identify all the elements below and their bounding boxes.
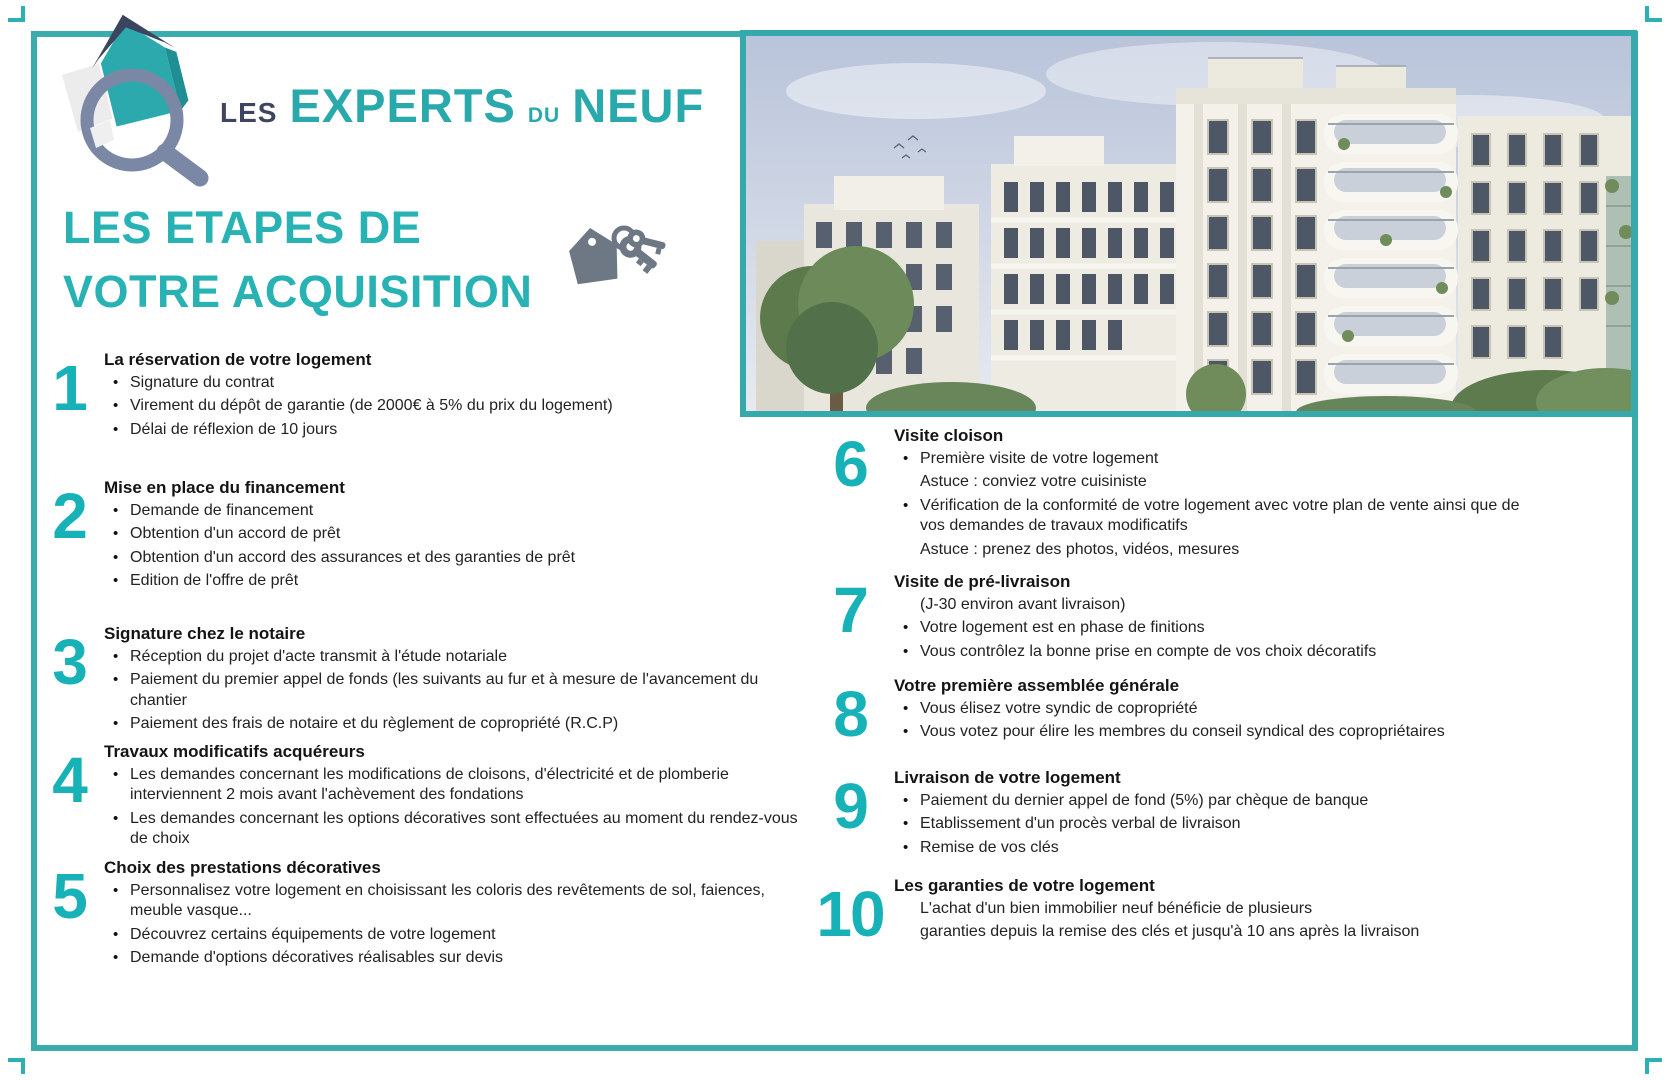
bullet-icon: • (903, 838, 909, 856)
building-photo (740, 30, 1637, 417)
step-bullet-item (104, 714, 804, 734)
step-bullet-item (104, 809, 804, 850)
step-item-text: Remise de vos clés (920, 838, 1059, 856)
step-heading: Visite cloison (894, 426, 1004, 445)
bullet-icon: • (113, 525, 119, 543)
step-item-text: Signature du contrat (130, 374, 275, 391)
step-note-item (894, 472, 1526, 492)
step-item-text: Virement du dépôt de garantie (de 2000€ à 5% du prix du logement) (130, 397, 613, 415)
bullet-icon: • (113, 715, 119, 733)
step-item-text: Découvrez certains équipements de votre logement (130, 925, 496, 943)
step-number: 1 (52, 352, 86, 424)
step-heading: Travaux modificatifs acquéreurs (104, 742, 365, 761)
bullet-icon: • (903, 815, 909, 833)
step-bullet-item (894, 699, 1526, 719)
page-title-line1: LES ETAPES DE (63, 202, 422, 253)
step-number: 4 (52, 744, 86, 816)
step-bullet-item (894, 722, 1526, 742)
step-bullet-item (104, 765, 804, 806)
step-item-text: Les demandes concernant les modifications de cloisons, d'électricité et de plomberie interviennent 2 mois avant l'achèvement des fondations (130, 766, 729, 804)
step-bullet-item (894, 791, 1526, 811)
bullet-icon: • (113, 766, 119, 783)
corner-bracket-top-right (1645, 6, 1662, 22)
step-heading: Choix des prestations décoratives (104, 858, 381, 877)
step-4 (40, 742, 804, 853)
step-1 (40, 350, 804, 443)
step-item-text: Personnalisez votre logement en choisissant les coloris des revêtements de sol, faiences, meuble vasque... (130, 882, 765, 920)
step-item-text: Etablissement d'un procès verbal de livraison (920, 815, 1241, 833)
step-item-text: Vous votez pour élire les membres du conseil syndical des copropriétaires (920, 723, 1445, 741)
step-bullet-item (104, 396, 804, 416)
house-in-magnifying-glass-icon (52, 0, 222, 190)
step-bullet-item (104, 670, 804, 711)
step-bullet-item (104, 501, 804, 521)
bullet-icon: • (903, 642, 909, 660)
brand-wordmark (220, 78, 704, 133)
keys-with-house-keychain-icon (558, 218, 676, 298)
bullet-icon: • (113, 949, 119, 967)
bullet-icon: • (113, 882, 119, 899)
step-number: 5 (52, 860, 86, 932)
step-5 (40, 858, 804, 972)
step-item-text: Obtention d'un accord des assurances et des garanties de prêt (130, 548, 576, 566)
step-number: 9 (833, 770, 867, 842)
step-item-text: Edition de l'offre de prêt (130, 572, 299, 590)
step-10 (812, 876, 1526, 950)
step-bullet-item (104, 925, 804, 945)
step-number: 6 (833, 428, 867, 500)
bullet-icon: • (903, 792, 909, 809)
step-item-text: Délai de réflexion de 10 jours (130, 420, 338, 438)
bullet-icon: • (113, 572, 119, 590)
bullet-icon: • (113, 671, 119, 689)
step-7 (812, 572, 1526, 665)
step-item-text: Demande de financement (130, 502, 314, 519)
step-item-text: Astuce : conviez votre cuisiniste (920, 473, 1147, 491)
step-8 (812, 676, 1526, 750)
step-item-text: garanties depuis la remise des clés et jusqu'à 10 ans après la livraison (920, 923, 1420, 941)
step-item-text: Première visite de votre logement (920, 450, 1159, 467)
bullet-icon: • (903, 723, 909, 741)
bullet-icon: • (113, 925, 119, 943)
brand-word-neuf: NEUF (572, 79, 705, 132)
step-item-text: Astuce : prenez des photos, vidéos, mesures (920, 540, 1240, 558)
step-bullet-item (104, 373, 804, 393)
step-note-item (894, 595, 1526, 615)
step-bullet-item (894, 618, 1526, 638)
step-item-text: Vous élisez votre syndic de copropriété (920, 700, 1198, 717)
step-note-item (894, 540, 1526, 560)
bullet-icon: • (903, 700, 909, 717)
step-item-text: Paiement des frais de notaire et du règlement de copropriété (R.C.P) (130, 715, 619, 733)
step-2 (40, 478, 804, 595)
bullet-icon: • (113, 502, 119, 519)
bullet-icon: • (113, 420, 119, 438)
step-heading: Votre première assemblée générale (894, 676, 1180, 695)
step-item-text: Réception du projet d'acte transmit à l'étude notariale (130, 648, 507, 665)
step-bullet-item (104, 524, 804, 544)
bullet-icon: • (903, 450, 909, 467)
step-bullet-item (104, 881, 804, 922)
step-heading: Visite de pré-livraison (894, 572, 1071, 591)
bullet-icon: • (113, 548, 119, 566)
step-bullet-item (104, 948, 804, 968)
step-bullet-item (104, 647, 804, 667)
step-item-text: Vérification de la conformité de votre logement avec votre plan de vente ainsi que de vos demandes de travaux modificatifs (920, 496, 1520, 535)
step-6 (812, 426, 1526, 563)
step-item-text: Vous contrôlez la bonne prise en compte de vos choix décoratifs (920, 642, 1377, 660)
corner-bracket-bottom-left (8, 1058, 25, 1074)
step-number: 7 (833, 574, 867, 646)
step-heading: Mise en place du financement (104, 478, 345, 497)
step-item-text: L'achat d'un bien immobilier neuf bénéficie de plusieurs (920, 900, 1313, 917)
step-bullet-item (894, 496, 1526, 537)
step-9 (812, 768, 1526, 861)
page-title-line2: VOTRE ACQUISITION (63, 266, 533, 317)
step-note-item (894, 922, 1526, 942)
step-bullet-item (894, 838, 1526, 858)
step-bullet-item (104, 571, 804, 591)
step-item-text: Paiement du dernier appel de fond (5%) par chèque de banque (920, 792, 1369, 809)
corner-bracket-bottom-right (1645, 1058, 1662, 1074)
bullet-icon: • (113, 809, 119, 827)
bullet-icon: • (903, 496, 909, 514)
step-bullet-item (104, 420, 804, 440)
brand-word-du: DU (527, 104, 561, 127)
step-heading: Livraison de votre logement (894, 768, 1121, 787)
step-number: 3 (52, 626, 86, 698)
step-item-text: Demande d'options décoratives réalisables sur devis (130, 949, 504, 967)
bullet-icon: • (903, 619, 909, 637)
step-3 (40, 624, 804, 738)
step-bullet-item (894, 814, 1526, 834)
step-note-item (894, 899, 1526, 919)
bullet-icon: • (113, 374, 119, 391)
step-item-text: Paiement du premier appel de fonds (les suivants au fur et à mesure de l'avancement du chantier (130, 671, 759, 709)
page-title (63, 196, 532, 324)
step-number: 10 (816, 878, 884, 950)
step-item-text: (J-30 environ avant livraison) (920, 596, 1126, 613)
step-bullet-item (104, 548, 804, 568)
bullet-icon: • (113, 397, 119, 415)
step-item-text: Votre logement est en phase de finitions (920, 619, 1205, 637)
brand-word-les: LES (220, 97, 278, 128)
corner-bracket-top-left (8, 6, 25, 22)
step-item-text: Les demandes concernant les options décoratives sont effectuées au moment du rendez-vous de choix (130, 809, 798, 848)
step-item-text: Obtention d'un accord de prêt (130, 525, 341, 543)
step-heading: Signature chez le notaire (104, 624, 306, 643)
step-heading: Les garanties de votre logement (894, 876, 1155, 895)
step-heading: La réservation de votre logement (104, 350, 372, 369)
step-bullet-item (894, 449, 1526, 469)
step-number: 8 (833, 678, 867, 750)
brand-word-experts: EXPERTS (289, 79, 516, 132)
step-number: 2 (52, 480, 86, 552)
step-bullet-item (894, 642, 1526, 662)
bullet-icon: • (113, 648, 119, 665)
